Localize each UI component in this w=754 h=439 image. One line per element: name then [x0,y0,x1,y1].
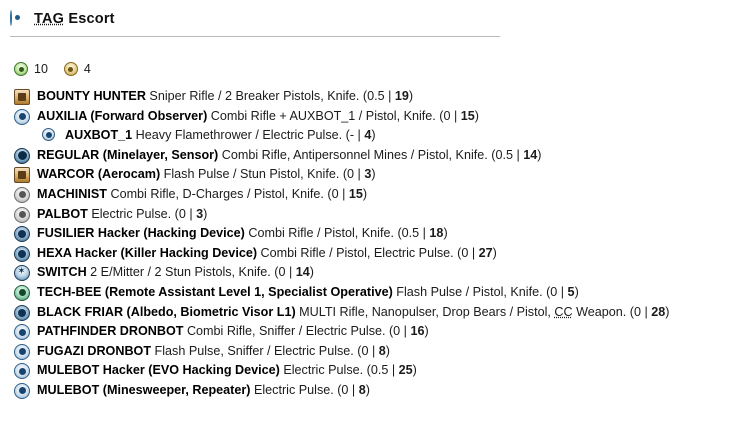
unit-name: MULEBOT (Minesweeper, Repeater) [37,382,251,397]
list-item[interactable] [14,146,754,166]
unit-tail: ) [665,304,670,319]
unit-name: TECH-BEE (Remote Assistant Level 1, Specialist Operative) [37,284,393,299]
unit-list [0,83,754,401]
unit-icon-switch [14,265,30,281]
unit-name: SWITCH [37,265,87,280]
unit-cost: 18 [429,226,444,241]
unit-loadout: Electric Pulse. (0 | [250,382,359,397]
swc-icon [64,62,78,76]
unit-tail: ) [365,382,370,397]
unit-icon-fusilier [14,226,30,242]
unit-tail: ) [424,324,429,339]
unit-cost: 3 [196,206,204,221]
page-title-rest: Escort [64,11,115,27]
unit-loadout: Flash Pulse / Pistol, Knife. (0 | [392,284,568,299]
unit-loadout: Combi Rifle + AUXBOT_1 / Pistol, Knife. (0 | [207,108,461,123]
unit-text [37,224,448,244]
unit-loadout: Combi Rifle / Pistol, Knife. (0.5 | [244,226,430,241]
unit-name: MULEBOT Hacker (EVO Hacking Device) [37,363,280,378]
unit-name: BOUNTY HUNTER [37,89,146,103]
unit-loadout: Combi Rifle, Antipersonnel Mines / Pistol, Knife. (0.5 | [218,147,524,162]
unit-icon-bounty-hunter [14,89,30,105]
unit-cost: 15 [460,108,475,123]
unit-loadout: Combi Rifle / Pistol, Electric Pulse. (0 | [257,245,479,260]
unit-tail: ) [385,343,390,358]
list-item[interactable] [14,263,754,283]
points-cost-group [14,62,48,76]
unit-icon-machinist [14,187,30,203]
unit-icon-palbot [14,207,30,223]
unit-tail: ) [412,363,417,378]
unit-name: FUSILIER Hacker (Hacking Device) [37,226,245,241]
unit-text [65,126,376,146]
list-item[interactable] [14,381,754,401]
unit-text [37,244,497,264]
unit-tail: ) [203,206,208,221]
unit-icon-mulebot [14,383,30,399]
swc-group [64,62,91,76]
unit-icon-hexa [14,246,30,262]
unit-text [37,361,417,381]
list-item[interactable] [14,322,754,342]
unit-text [37,146,541,166]
unit-text [37,87,413,107]
unit-name: HEXA Hacker (Killer Hacking Device) [37,245,258,260]
unit-cost: 28 [651,304,666,319]
list-item[interactable] [14,126,754,146]
swc-value: 4 [83,62,91,76]
page-title [34,11,115,27]
unit-tail: ) [309,265,314,280]
unit-text [37,342,390,362]
list-item[interactable] [14,303,754,323]
list-item[interactable] [14,165,754,185]
faction-logo-icon [10,11,26,27]
unit-name: AUXBOT_1 [65,128,133,143]
unit-cost: 16 [410,324,425,339]
page-title-tag: TAG [34,11,65,27]
list-item[interactable] [14,87,754,107]
list-item[interactable] [14,185,754,205]
unit-tail: ) [362,186,368,201]
list-item[interactable] [14,244,754,264]
unit-icon-auxbot [42,128,58,144]
unit-tail: ) [537,147,542,162]
unit-icon-fugazi-dronbot [14,344,30,360]
unit-loadout: Electric Pulse. (0 | [87,206,197,221]
unit-text [37,107,479,127]
unit-tail: ) [492,245,497,260]
unit-loadout-after: Weapon. (0 | [572,304,652,319]
unit-loadout: MULTI Rifle, Nanopulser, Drop Bears / Pistol, [295,304,555,319]
list-item[interactable] [14,283,754,303]
unit-cost: 8 [358,382,366,397]
unit-name: BLACK FRIAR (Albedo, Biometric Visor L1) [37,304,296,319]
unit-text [37,165,376,185]
points-cost-icon [14,62,28,76]
unit-icon-warcor [14,167,30,183]
unit-cost: 3 [364,167,372,182]
unit-name: FUGAZI DRONBOT [37,343,152,358]
list-item[interactable] [14,205,754,225]
unit-cost: 15 [348,186,363,201]
points-cost-value: 10 [34,62,48,76]
unit-tail: ) [371,128,376,143]
unit-loadout: Flash Pulse, Sniffer / Electric Pulse. (0 | [151,343,379,358]
unit-tail: ) [574,284,579,299]
unit-icon-tech-bee [14,285,30,301]
unit-icon-auxilia [14,109,30,125]
unit-text [37,322,429,342]
unit-tail: ) [408,89,414,103]
unit-name: PALBOT [37,206,88,221]
list-item[interactable] [14,107,754,127]
unit-tail: ) [474,108,479,123]
unit-loadout: Flash Pulse / Stun Pistol, Knife. (0 | [160,167,365,182]
unit-cost: 5 [567,284,575,299]
unit-cost: 27 [478,245,493,260]
list-header [0,0,754,32]
unit-loadout: Electric Pulse. (0.5 | [279,363,399,378]
unit-cost: 25 [398,363,413,378]
unit-name: AUXILIA (Forward Observer) [37,108,208,123]
unit-loadout: Heavy Flamethrower / Electric Pulse. (- | [132,128,365,143]
unit-text [37,303,669,323]
unit-text [37,283,579,303]
unit-cost: 8 [378,343,386,358]
unit-text [37,205,207,225]
unit-icon-regular [14,148,30,164]
unit-text [37,185,367,205]
unit-cost: 4 [364,128,372,143]
unit-icon-black-friar [14,305,30,321]
unit-icon-mulebot-hacker [14,363,30,379]
unit-cost: 19 [394,89,409,103]
unit-loadout: Combi Rifle, D-Charges / Pistol, Knife. (0 | [106,186,349,201]
list-item[interactable] [14,224,754,244]
points-summary [0,37,754,83]
unit-cost: 14 [295,265,310,280]
unit-text [37,381,370,401]
unit-name: PATHFINDER DRONBOT [37,324,184,339]
list-item[interactable] [14,361,754,381]
unit-loadout: Combi Rifle, Sniffer / Electric Pulse. (0 | [183,324,411,339]
list-item[interactable] [14,342,754,362]
unit-tail: ) [371,167,376,182]
unit-loadout: Sniper Rifle / 2 Breaker Pistols, Knife. (0.5 | [145,89,395,103]
unit-icon-pathfinder-dronbot [14,324,30,340]
unit-name: WARCOR (Aerocam) [37,167,161,182]
unit-loadout: 2 E/Mitter / 2 Stun Pistols, Knife. (0 | [86,265,296,280]
unit-name: REGULAR (Minelayer, Sensor) [37,147,219,162]
unit-text [37,263,314,283]
unit-tail: ) [443,226,448,241]
unit-name: MACHINIST [37,186,107,201]
unit-cost: 14 [523,147,538,162]
unit-loadout-cc: CC [554,304,573,319]
